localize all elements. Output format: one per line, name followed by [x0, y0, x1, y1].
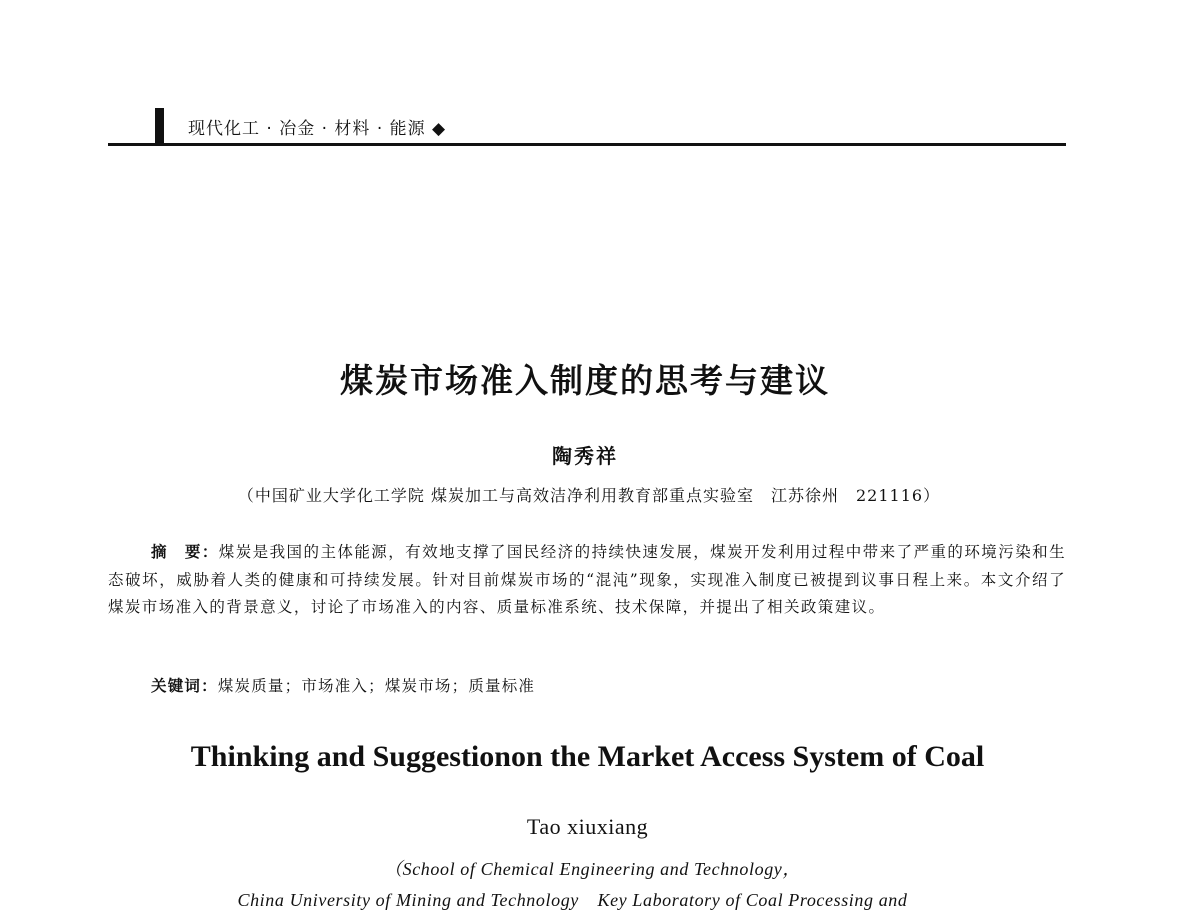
affiliation-en-line-2: China University of Mining and Technology Key Laboratory of Coal Processing and: [237, 890, 908, 910]
running-header-text: 现代化工 · 冶金 · 材料 · 能源 ◆: [188, 118, 447, 139]
keywords-label: 关键词：: [151, 676, 218, 695]
header-bar: [155, 108, 164, 144]
abstract-cn: [108, 538, 1066, 622]
header-rule: [108, 143, 1066, 146]
affiliation-en-line-1: （School of Chemical Engineering and Technology，: [384, 859, 801, 879]
keywords-text: 煤炭质量；市场准入；煤炭市场；质量标准: [217, 677, 536, 695]
article-title-cn: 煤炭市场准入制度的思考与建议: [340, 361, 830, 400]
author-cn: 陶秀祥: [552, 444, 618, 468]
affiliation-cn: （中国矿业大学化工学院 煤炭加工与高效洁净利用教育部重点实验室 江苏徐州 221116）: [237, 486, 941, 505]
article-title-en: Thinking and Suggestionon the Market Access System of Coal: [190, 740, 985, 773]
abstract-label: 摘 要：: [151, 542, 219, 561]
abstract-text: 煤炭是我国的主体能源，有效地支撑了国民经济的持续快速发展，煤炭开发利用过程中带来了严重的环境污染和生态破坏，威胁着人类的健康和可持续发展。针对目前煤炭市场的“混沌”现象，实现准入制度已被提到议事日程上来。本文介绍了煤炭市场准入的背景意义，讨论了市场准入的内容、质量标准系统、技术保障，并提出了相关政策建议。: [108, 543, 1066, 616]
author-en: Tao xiuxiang: [526, 814, 649, 839]
running-header: [155, 108, 446, 144]
keywords-cn: [151, 674, 535, 696]
